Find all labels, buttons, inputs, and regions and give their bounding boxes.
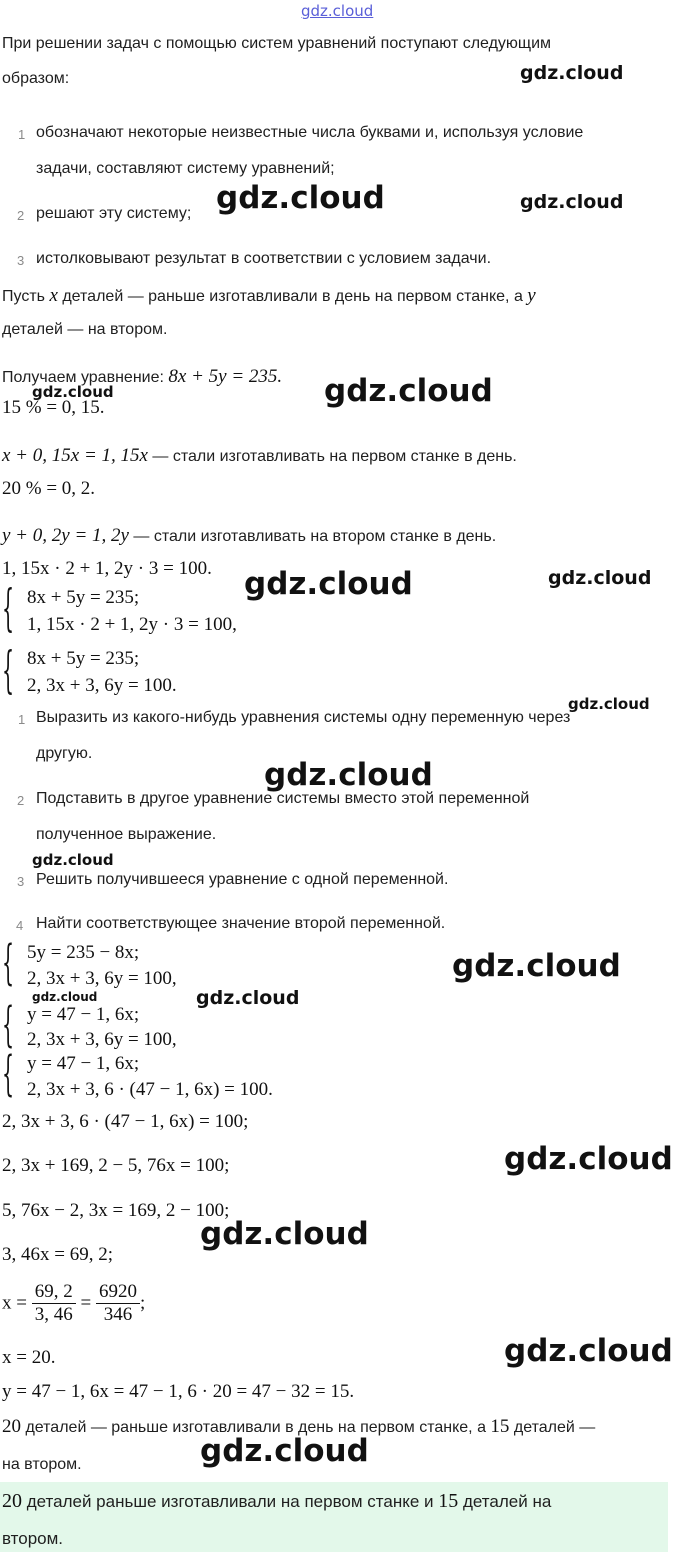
system-4-row: y = 47 − 1, 6x; xyxy=(27,1004,140,1025)
x-fraction: x = $\frac{69, 2}{3, 46}$ = $\frac{6920}{346}$ ; xyxy=(2,1281,146,1325)
solve-step: 5, 76x − 2, 3x = 169, 2 − 100; xyxy=(2,1200,230,1221)
let-statement-line2: деталей — на втором. xyxy=(2,321,168,338)
watermark: gdz.cloud xyxy=(504,1141,673,1177)
solve-step: 3, 46x = 69, 2; xyxy=(2,1244,113,1265)
system-2-row: 2, 3x + 3, 6y = 100. xyxy=(27,675,177,696)
substitution-step-text: Выразить из какого-нибудь уравнения системы одну переменную через xyxy=(36,709,571,726)
system-3-row: 5y = 235 − 8x; xyxy=(27,942,140,963)
watermark: gdz.cloud xyxy=(200,1433,369,1469)
watermark: gdz.cloud xyxy=(548,567,652,589)
system-brace: { xyxy=(2,580,15,638)
system-1-row: 8x + 5y = 235; xyxy=(27,587,140,608)
system-brace: { xyxy=(2,998,15,1053)
watermark: gdz.cloud xyxy=(520,191,624,213)
watermark: gdz.cloud xyxy=(504,1333,673,1369)
substitution-step-text: Найти соответствующее значение второй переменной. xyxy=(36,915,446,932)
watermark: gdz.cloud xyxy=(196,987,300,1009)
watermark: gdz.cloud xyxy=(568,695,650,713)
solve-step: 2, 3x + 169, 2 − 5, 76x = 100; xyxy=(2,1155,230,1176)
solve-step: 2, 3x + 3, 6 · (47 − 1, 6x) = 100; xyxy=(2,1111,249,1132)
system-2-row: 8x + 5y = 235; xyxy=(27,648,140,669)
substitution-step-number: 1 xyxy=(18,712,26,727)
intro-text-line1: При решении задач с помощью систем уравнений поступают следующим xyxy=(2,35,552,52)
substitution-step-number: 3 xyxy=(17,874,25,889)
percent-15: 15 % = 0, 15. xyxy=(2,397,105,418)
y-value: y = 47 − 1, 6x = 47 − 1, 6 · 20 = 47 − 32 = 15. xyxy=(2,1381,355,1402)
method-step-text: решают эту систему; xyxy=(36,205,192,222)
watermark: gdz.cloud xyxy=(324,373,493,409)
system-4-row: 2, 3x + 3, 6y = 100, xyxy=(27,1029,177,1050)
x-new-rate: x + 0, 15x = 1, 15x — стали изготавливать на первом станке в день. xyxy=(2,445,517,466)
watermark: gdz.cloud xyxy=(264,757,433,793)
system-5-row: 2, 3x + 3, 6 · (47 − 1, 6x) = 100. xyxy=(27,1079,273,1100)
watermark: gdz.cloud xyxy=(216,180,385,216)
method-step-text: задачи, составляют систему уравнений; xyxy=(36,160,335,177)
watermark: gdz.cloud xyxy=(32,851,114,869)
method-step-text: истолковывают результат в соответствии с условием задачи. xyxy=(36,250,492,267)
substitution-step-text: другую. xyxy=(36,745,93,762)
method-step-number: 3 xyxy=(17,253,25,268)
watermark: gdz.cloud xyxy=(452,948,621,984)
conclusion-text-line2: на втором. xyxy=(2,1456,82,1473)
y-new-rate: y + 0, 2y = 1, 2y — стали изготавливать на втором станке в день. xyxy=(2,525,497,546)
equation-1: Получаем уравнение: 8x + 5y = 235. xyxy=(2,366,283,387)
intro-text-line2: образом: xyxy=(2,70,70,87)
system-1-row: 1, 15x · 2 + 1, 2y · 3 = 100, xyxy=(27,614,237,635)
site-link[interactable]: gdz.cloud xyxy=(301,2,374,20)
x-value: x = 20. xyxy=(2,1347,56,1368)
answer-text-line2: втором. xyxy=(2,1529,64,1548)
watermark: gdz.cloud xyxy=(32,990,98,1004)
method-step-number: 1 xyxy=(18,127,26,142)
system-5-row: y = 47 − 1, 6x; xyxy=(27,1053,140,1074)
watermark: gdz.cloud xyxy=(520,62,624,84)
system-brace: { xyxy=(2,936,15,991)
watermark: gdz.cloud xyxy=(200,1216,369,1252)
conclusion-text: 20 деталей — раньше изготавливали в день на первом станке, а 15 деталей — xyxy=(2,1416,596,1437)
watermark: gdz.cloud xyxy=(32,383,114,401)
watermark: gdz.cloud xyxy=(244,566,413,602)
substitution-step-number: 4 xyxy=(16,918,24,933)
percent-20: 20 % = 0, 2. xyxy=(2,478,96,499)
substitution-step-number: 2 xyxy=(17,793,25,808)
equation-2: 1, 15x · 2 + 1, 2y · 3 = 100. xyxy=(2,558,212,579)
method-step-text: обозначают некоторые неизвестные числа буквами и, используя условие xyxy=(36,124,584,141)
method-step-number: 2 xyxy=(17,208,25,223)
system-brace: { xyxy=(2,642,15,700)
answer-text: 20 деталей раньше изготавливали на первом станке и 15 деталей на xyxy=(2,1490,552,1512)
substitution-step-text: Подставить в другое уравнение системы вместо этой переменной xyxy=(36,790,530,807)
substitution-step-text: полученное выражение. xyxy=(36,826,217,843)
system-brace: { xyxy=(2,1047,15,1102)
let-statement: Пусть x деталей — раньше изготавливали в день на первом станке, а y xyxy=(2,285,536,306)
substitution-step-text: Решить получившееся уравнение с одной переменной. xyxy=(36,871,449,888)
system-3-row: 2, 3x + 3, 6y = 100, xyxy=(27,968,177,989)
